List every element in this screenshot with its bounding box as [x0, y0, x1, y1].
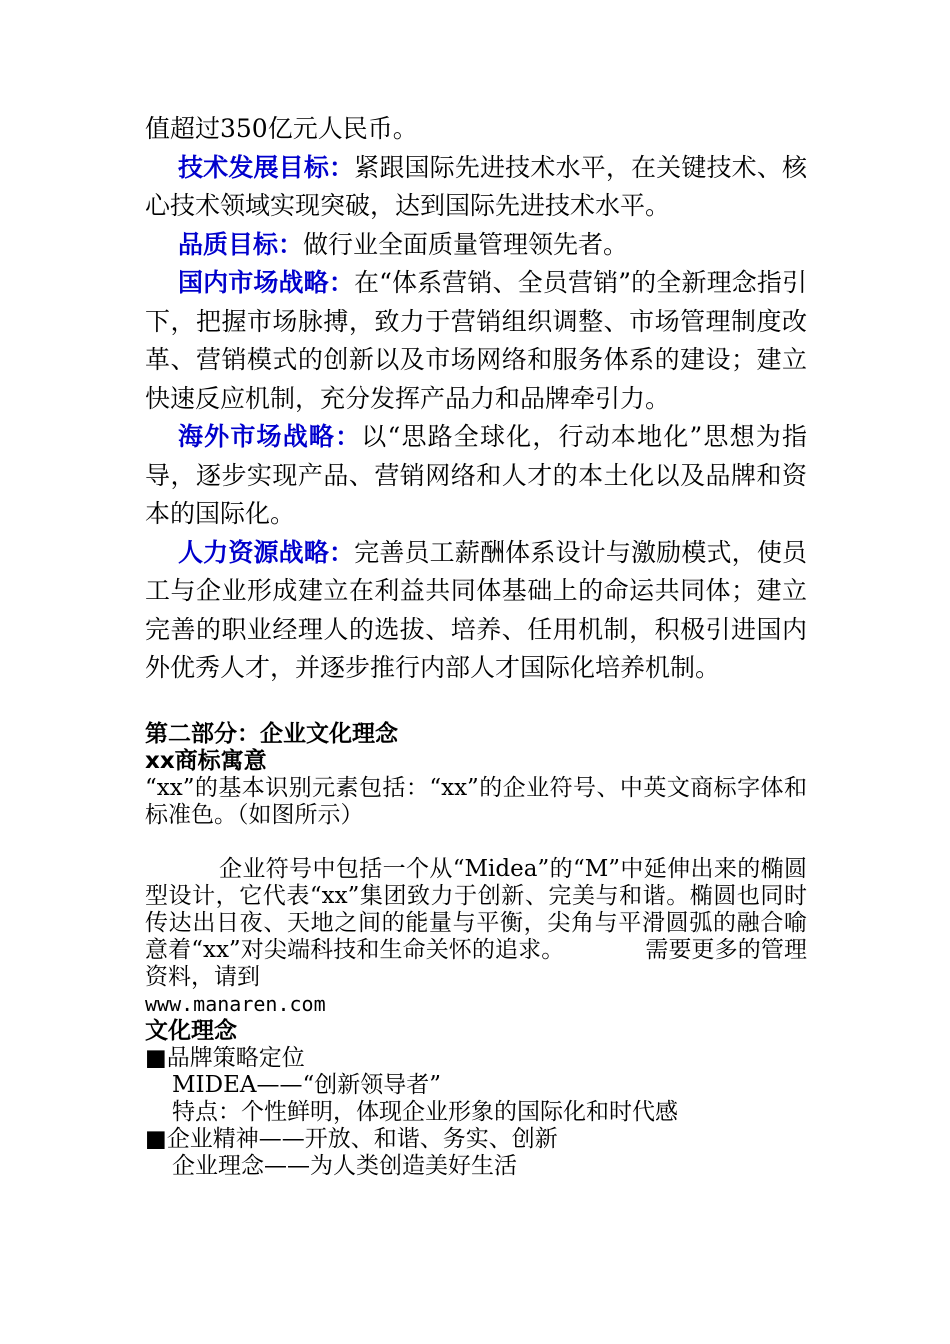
- paragraph-overseas-strategy: [145, 418, 807, 534]
- sub-brand-features: 特点：个性鲜明，体现企业形象的国际化和时代感: [172, 1098, 678, 1125]
- section-title-trademark: xx商标寓意: [145, 747, 267, 774]
- document-page: [145, 110, 807, 1180]
- text-tech-goal: 紧跟国际先进技术水平，在关键技术、核心技术领域实现突破，达到国际先进技术水平。: [145, 152, 807, 220]
- text-domestic-strategy: 在“体系营销、全员营销”的全新理念指引下，把握市场脉搏，致力于营销组织调整、市场管理制度改革、营销模式的创新以及市场网络和服务体系的建设；建立快速反应机制，充分发挥产品力和品牌牵引力。: [145, 268, 807, 413]
- lead-tech-goal: 技术发展目标：: [178, 152, 355, 182]
- paragraph-symbol: [145, 856, 807, 991]
- paragraph-domestic-strategy: [145, 264, 807, 418]
- spacer: [145, 688, 807, 721]
- lead-quality-goal: 品质目标：: [178, 229, 304, 259]
- paragraph-trademark: “xx”的基本识别元素包括：“xx”的企业符号、中英文商标字体和标准色。（如图所示）: [145, 774, 807, 828]
- section-title-part2: 第二部分：企业文化理念: [145, 720, 398, 747]
- sub-brand-slogan: MIDEA——“创新领导者”: [172, 1071, 441, 1098]
- link-url[interactable]: www.manaren.com: [145, 991, 326, 1016]
- paragraph-revenue: 值超过350亿元人民币。: [145, 114, 418, 143]
- text-more-info: 需要更多的管理资料，请到: [145, 936, 808, 990]
- paragraph-tech-goal: [145, 149, 807, 226]
- text-symbol: 企业符号中包括一个从“Midea”的“M”中延伸出来的椭圆型设计，它代表“xx”集团致力于创新、完美与和谐。椭圆也同时传达出日夜、天地之间的能量与平衡，尖角与平滑圆弧的融合喻意着“xx”对尖端科技和生命关怀的追求。: [145, 855, 807, 963]
- bullet-enterprise-spirit: ■企业精神——开放、和谐、务实、创新: [145, 1125, 558, 1152]
- text-overseas-strategy: 以“思路全球化，行动本地化”思想为指导，逐步实现产品、营销网络和人才的本土化以及品牌和资本的国际化。: [145, 422, 807, 528]
- text-hr-strategy: 完善员工薪酬体系设计与激励模式，使员工与企业形成建立在利益共同体基础上的命运共同体；建立完善的职业经理人的选拔、培养、任用机制，积极引进国内外优秀人才，并逐步推行内部人才国际化培养机制。: [145, 537, 807, 682]
- paragraph-hr-strategy: [145, 534, 807, 688]
- text-quality-goal: 做行业全面质量管理领先者。: [303, 229, 629, 259]
- lead-hr-strategy: 人力资源战略：: [178, 537, 355, 567]
- sub-enterprise-philosophy: 企业理念——为人类创造美好生活: [172, 1152, 517, 1179]
- lead-domestic-strategy: 国内市场战略：: [178, 268, 354, 297]
- spacer: [145, 829, 807, 856]
- bullet-brand-strategy: ■品牌策略定位: [145, 1044, 305, 1071]
- paragraph-url: [145, 991, 807, 1018]
- paragraph-quality-goal: [145, 226, 807, 265]
- section-title-culture: 文化理念: [145, 1017, 237, 1044]
- lead-overseas-strategy: 海外市场战略：: [178, 422, 362, 451]
